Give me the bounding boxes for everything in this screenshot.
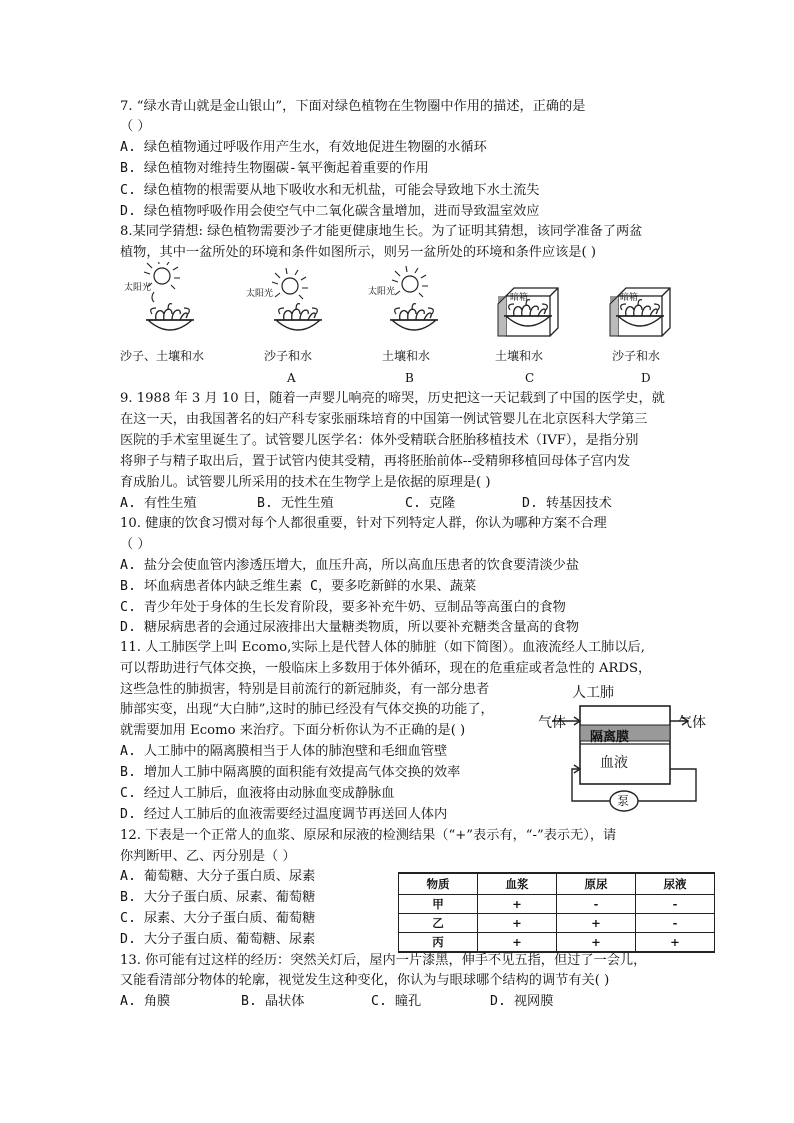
q13-stem-2: 又能看清部分物体的轮廓，视觉发生这种变化，你认为与眼球哪个结构的调节有关( ) xyxy=(120,973,610,988)
q9-stem-5: 育成胎儿。试管婴儿所采用的技术在生物学上是依据的原理是( ) xyxy=(120,475,491,490)
q9-option-d: D. 转基因技术 xyxy=(522,496,612,511)
q9-option-b: B. 无性生殖 xyxy=(257,496,334,511)
table-cell: + xyxy=(478,914,557,933)
q12-option-b: B. 大分子蛋白质、尿素、葡萄糖 xyxy=(120,890,316,905)
plant-pot-4 xyxy=(504,300,552,326)
sun-icon xyxy=(392,266,428,297)
q10-stem-paren: （ ） xyxy=(120,537,151,552)
q13-option-d: D. 视网膜 xyxy=(490,994,554,1009)
table-cell: 乙 xyxy=(399,914,478,933)
q7-option-d: D. 绿色植物呼吸作用会使空气中二氧化碳含量增加，进而导致温室效应 xyxy=(120,204,540,219)
q7-stem-paren: （ ） xyxy=(120,119,151,134)
pot-caption-a: 沙子和水 xyxy=(264,349,313,363)
q11-stem-4: 肺部实变，出现“大白肺”,这时的肺已经没有气体交换的功能了， xyxy=(120,702,494,717)
dark-box-label-d: 暗箱 xyxy=(620,293,639,303)
gas-out-label: 气体 xyxy=(678,715,706,731)
q12-stem-2: 你判断甲、乙、丙分别是（ ） xyxy=(120,849,296,864)
q13-option-a: A. 角膜 xyxy=(120,994,171,1009)
q10-option-d: D. 糖尿病患者的会通过尿液排出大量糖类物质，所以要补充糖类含量高的食物 xyxy=(120,620,580,635)
membrane-label: 隔离膜 xyxy=(590,730,630,745)
q9-stem-1: 9. 1988 年 3 月 10 日，随着一声婴儿响亮的啼哭，历史把这一天记载到了中国的医学史，就 xyxy=(120,391,665,406)
plant-pot-1 xyxy=(146,304,194,330)
table-row xyxy=(399,895,715,914)
table-cell: + xyxy=(557,933,636,953)
table-cell: + xyxy=(557,914,636,933)
table-cell: - xyxy=(557,895,636,914)
q9-option-c: C. 克隆 xyxy=(405,496,456,511)
sun-icon xyxy=(272,268,308,299)
q11-option-c: C. 经过人工肺后，血液将由动脉血变成静脉血 xyxy=(120,786,395,801)
q11-option-a: A. 人工肺中的隔离膜相当于人体的肺泡壁和毛细血管壁 xyxy=(120,744,448,759)
lung-title: 人工肺 xyxy=(572,685,614,701)
q7-option-b: B. 绿色植物对维持生物圈碳-氧平衡起着重要的作用 xyxy=(120,161,429,176)
table-row xyxy=(399,933,715,953)
q11-stem-2: 可以帮助进行气体交换，一般临床上多数用于体外循环，现在的危重症或者急性的 ARDS， xyxy=(120,661,652,676)
sun-label-1: 太阳光 xyxy=(124,283,152,293)
q10-option-b: B. 坏血病患者体内缺乏维生素 C，要多吃新鲜的水果、蔬菜 xyxy=(120,579,477,594)
table-row xyxy=(399,914,715,933)
pot-letter-b: B xyxy=(405,371,414,385)
table-cell: - xyxy=(636,914,715,933)
q12-stem: 12. 下表是一个正常人的血浆、原尿和尿液的检测结果（“+”表示有，“-”表示无），请 xyxy=(120,828,617,843)
table-header: 尿液 xyxy=(636,873,715,895)
urine-test-table xyxy=(398,872,715,953)
table-cell: + xyxy=(636,933,715,953)
table-cell: 丙 xyxy=(399,933,478,953)
q9-option-a: A. 有性生殖 xyxy=(120,496,197,511)
q12-option-a: A. 葡萄糖、大分子蛋白质、尿素 xyxy=(120,869,316,884)
sun-label-3: 太阳光 xyxy=(368,287,396,297)
q13-option-b: B. 晶状体 xyxy=(241,994,305,1009)
pot-letter-c: C xyxy=(525,371,535,385)
q7-stem: 7. “绿水青山就是金山银山”，下面对绿色植物在生物圈中作用的描述，正确的是 xyxy=(120,99,586,114)
q7-option-c: C. 绿色植物的根需要从地下吸收水和无机盐，可能会导致地下水土流失 xyxy=(120,183,540,198)
q10-option-c: C. 青少年处于身体的生长发育阶段，要多补充牛奶、豆制品等高蛋白的食物 xyxy=(120,600,566,615)
pot-caption-c: 土壤和水 xyxy=(495,349,544,363)
table-cell: - xyxy=(636,895,715,914)
plant-pot-5 xyxy=(616,300,664,326)
pot-caption-1: 沙子、土壤和水 xyxy=(120,349,205,363)
table-cell: 甲 xyxy=(399,895,478,914)
q7-option-a: A. 绿色植物通过呼吸作用产生水，有效地促进生物圈的水循环 xyxy=(120,140,487,155)
plant-experiment-figure xyxy=(118,262,678,342)
q9-stem-3: 医院的手术室里诞生了。试管婴儿医学名：体外受精联合胚胎移植技术（IVF），是指分别 xyxy=(120,433,639,448)
gas-in-label: 气体 xyxy=(538,715,566,731)
q12-option-c: C. 尿素、大分子蛋白质、葡萄糖 xyxy=(120,911,316,926)
pot-caption-b: 土壤和水 xyxy=(382,349,431,363)
pot-letter-a: A xyxy=(287,371,296,385)
q13-option-c: C. 瞳孔 xyxy=(371,994,422,1009)
q8-stem-2: 植物，其中一盆所处的环境和条件如图所示，则另一盆所处的环境和条件应该是( ) xyxy=(120,245,597,260)
q11-option-d: D. 经过人工肺后的血液需要经过温度调节再送回人体内 xyxy=(120,807,448,822)
q11-stem-5: 就需要加用 Ecomo 来治疗。下面分析你认为不正确的是( ) xyxy=(120,723,466,738)
q11-stem-3: 这些急性的肺损害，特别是目前流行的新冠肺炎，有一部分患者 xyxy=(120,682,490,697)
plant-pot-3 xyxy=(390,304,438,330)
plant-pot-2 xyxy=(274,304,322,330)
table-header-row xyxy=(399,873,715,895)
q11-option-b: B. 增加人工肺中隔离膜的面积能有效提高气体交换的效率 xyxy=(120,765,461,780)
q9-stem-4: 将卵子与精子取出后，置于试管内使其受精，再将胚胎前体--受精卵移植回母体子宫内发 xyxy=(120,454,631,469)
table-header: 血浆 xyxy=(478,873,557,895)
q12-option-d: D. 大分子蛋白质、葡萄糖、尿素 xyxy=(120,932,316,947)
dark-box-icon xyxy=(610,288,670,336)
q10-option-a: A. 盐分会使血管内渗透压增大，血压升高，所以高血压患者的饮食要清淡少盐 xyxy=(120,558,580,573)
dark-box-label-c: 暗箱 xyxy=(510,293,529,303)
table-cell: + xyxy=(478,895,557,914)
blood-label: 血液 xyxy=(600,755,628,771)
table-cell: + xyxy=(478,933,557,953)
pump-label: 泵 xyxy=(617,794,630,808)
q8-stem: 8.某同学猜想: 绿色植物需要沙子才能更健康地生长。为了证明其猜想，该同学准备了两盆 xyxy=(120,224,643,239)
table-header: 物质 xyxy=(399,873,478,895)
q9-stem-2: 在这一天，由我国著名的妇产科专家张丽珠培育的中国第一例试管婴儿在北京医科大学第三 xyxy=(120,412,648,427)
table-header: 原尿 xyxy=(557,873,636,895)
q11-stem-1: 11. 人工肺医学上叫 Ecomo,实际上是代替人体的肺脏（如下简图）。血液流经人工肺以后, xyxy=(120,640,645,655)
pot-letter-d: D xyxy=(641,371,651,385)
pot-caption-d: 沙子和水 xyxy=(612,349,661,363)
q10-stem: 10. 健康的饮食习惯对每个人都很重要，针对下列特定人群，你认为哪种方案不合理 xyxy=(120,516,607,531)
q13-stem-1: 13. 你可能有过这样的经历：突然关灯后，屋内一片漆黑，伸手不见五指，但过了一会儿， xyxy=(120,953,647,968)
sun-label-2: 太阳光 xyxy=(246,289,274,299)
